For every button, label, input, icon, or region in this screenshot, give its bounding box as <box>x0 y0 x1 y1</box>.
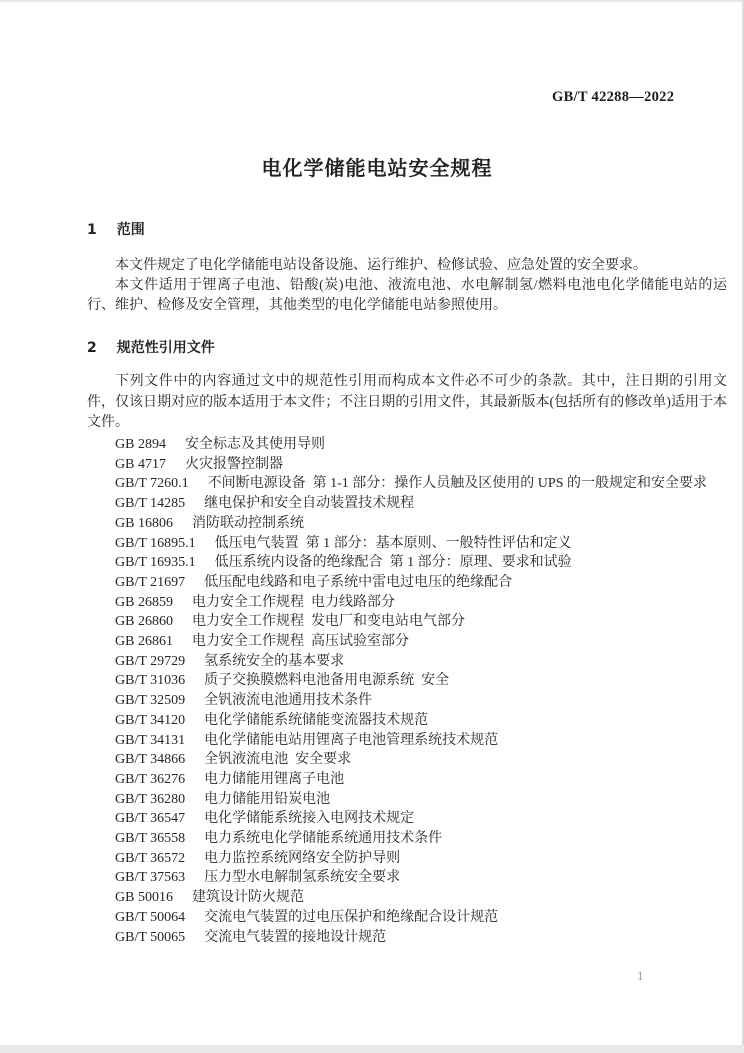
reference-code: GB/T 34131 <box>115 732 186 748</box>
reference-code: GB/T 36558 <box>115 831 186 847</box>
reference-title: 电化学储能系统接入电网技术规定 <box>204 811 415 827</box>
section-1-number: 1 <box>87 222 97 238</box>
reference-title: 电力储能用铅炭电池 <box>204 791 331 807</box>
reference-item <box>87 474 727 494</box>
reference-code: GB/T 31036 <box>115 673 186 689</box>
reference-item <box>87 888 727 908</box>
reference-code: GB 50016 <box>115 890 173 906</box>
reference-code: GB 26859 <box>115 594 173 610</box>
reference-code: GB/T 21697 <box>115 574 186 590</box>
reference-title: 继电保护和安全自动装置技术规程 <box>204 496 415 512</box>
reference-title: 低压配电线路和电子系统中雷电过电压的绝缘配合 <box>204 574 513 590</box>
reference-title: 低压电气装置 第 1 部分：基本原则、一般特性评估和定义 <box>214 535 572 551</box>
reference-item <box>87 829 727 849</box>
reference-title: 电力系统电化学储能系统通用技术条件 <box>204 831 443 847</box>
scan-edge-bottom <box>0 1045 744 1053</box>
reference-title: 交流电气装置的过电压保护和绝缘配合设计规范 <box>204 909 499 925</box>
reference-item <box>87 534 727 554</box>
reference-item <box>87 612 727 632</box>
reference-item <box>87 652 727 672</box>
reference-title: 全钒液流电池通用技术条件 <box>204 693 373 709</box>
reference-item <box>87 632 727 652</box>
reference-code: GB/T 37563 <box>115 870 186 886</box>
reference-item <box>87 455 727 475</box>
reference-title: 质子交换膜燃料电池备用电源系统 安全 <box>204 673 450 689</box>
reference-item <box>87 514 727 534</box>
reference-code: GB 16806 <box>115 515 173 531</box>
reference-item <box>87 435 727 455</box>
reference-title: 电力安全工作规程 电力线路部分 <box>191 594 395 610</box>
reference-title: 电力储能用锂离子电池 <box>204 771 345 787</box>
reference-item <box>87 731 727 751</box>
section-2-number: 2 <box>87 340 97 356</box>
reference-item <box>87 573 727 593</box>
reference-title: 消防联动控制系统 <box>191 515 304 531</box>
reference-code: GB/T 36572 <box>115 850 186 866</box>
reference-code: GB/T 34120 <box>115 712 186 728</box>
scope-paragraph: 本文件适用于锂离子电池、铅酸(炭)电池、液流电池、水电解制氢/燃料电池电化学储能电站的运行、维护、检修及安全管理，其他类型的电化学储能电站参照使用。 <box>87 278 727 313</box>
scope-paragraph: 本文件规定了电化学储能电站设备设施、运行维护、检修试验、应急处置的安全要求。 <box>115 258 647 273</box>
reference-title: 压力型水电解制氢系统安全要求 <box>204 870 401 886</box>
reference-code: GB/T 16935.1 <box>115 555 196 571</box>
reference-code: GB 26861 <box>115 634 173 650</box>
reference-title: 氢系统安全的基本要求 <box>204 653 345 669</box>
reference-title: 电化学储能系统储能变流器技术规范 <box>204 712 429 728</box>
reference-item <box>87 849 727 869</box>
section-1-body <box>87 256 727 316</box>
reference-item <box>87 750 727 770</box>
reference-code: GB 4717 <box>115 456 166 472</box>
reference-code: GB 2894 <box>115 437 166 452</box>
reference-title: 交流电气装置的接地设计规范 <box>204 929 387 945</box>
reference-item <box>87 691 727 711</box>
reference-item <box>87 671 727 691</box>
reference-code: GB/T 36280 <box>115 791 186 807</box>
reference-item <box>87 868 727 888</box>
section-2-intro <box>87 372 727 434</box>
section-2-heading <box>87 337 215 357</box>
page-number: 1 <box>637 968 644 983</box>
reference-code: GB/T 7260.1 <box>115 476 189 492</box>
reference-code: GB/T 36276 <box>115 771 186 787</box>
reference-code: GB/T 36547 <box>115 811 186 827</box>
reference-title: 电力安全工作规程 发电厂和变电站电气部分 <box>191 614 465 630</box>
reference-title: 不间断电源设备 第 1-1 部分：操作人员触及区使用的 UPS 的一般规定和安全要求 <box>207 476 707 492</box>
reference-title: 电力安全工作规程 高压试验室部分 <box>191 634 409 650</box>
normative-references-intro: 下列文件中的内容通过文中的规范性引用而构成本文件必不可少的条款。其中，注日期的引用文件，仅该日期对应的版本适用于本文件；不注日期的引用文件，其最新版本(包括所有的修改单)适用于本文件。 <box>87 374 727 430</box>
reference-code: GB/T 32509 <box>115 693 186 709</box>
reference-title: 建筑设计防火规范 <box>191 890 304 906</box>
section-2-title: 规范性引用文件 <box>116 340 215 356</box>
reference-code: GB/T 29729 <box>115 653 186 669</box>
reference-code: GB/T 50065 <box>115 929 186 945</box>
reference-title: 全钒液流电池 安全要求 <box>204 752 352 768</box>
reference-item <box>87 928 727 948</box>
reference-title: 低压系统内设备的绝缘配合 第 1 部分：原理、要求和试验 <box>214 555 572 571</box>
references-list <box>87 435 727 947</box>
reference-code: GB/T 14285 <box>115 496 186 512</box>
reference-item <box>87 770 727 790</box>
scan-edge-top <box>0 0 744 2</box>
reference-item <box>87 711 727 731</box>
document-title: 电化学储能电站安全规程 <box>261 156 493 180</box>
reference-item <box>87 790 727 810</box>
reference-item <box>87 809 727 829</box>
reference-title: 电力监控系统网络安全防护导则 <box>204 850 401 866</box>
section-1-heading <box>87 219 145 239</box>
reference-title: 火灾报警控制器 <box>184 456 283 472</box>
reference-item <box>87 494 727 514</box>
reference-title: 电化学储能电站用锂离子电池管理系统技术规范 <box>204 732 499 748</box>
reference-code: GB/T 50064 <box>115 909 186 925</box>
standard-number: GB/T 42288—2022 <box>552 89 675 105</box>
reference-code: GB/T 16895.1 <box>115 535 196 551</box>
reference-code: GB 26860 <box>115 614 173 630</box>
reference-item <box>87 553 727 573</box>
section-1-title: 范围 <box>116 222 145 238</box>
reference-item <box>87 908 727 928</box>
reference-title: 安全标志及其使用导则 <box>184 437 325 452</box>
reference-item <box>87 593 727 613</box>
reference-code: GB/T 34866 <box>115 752 186 768</box>
